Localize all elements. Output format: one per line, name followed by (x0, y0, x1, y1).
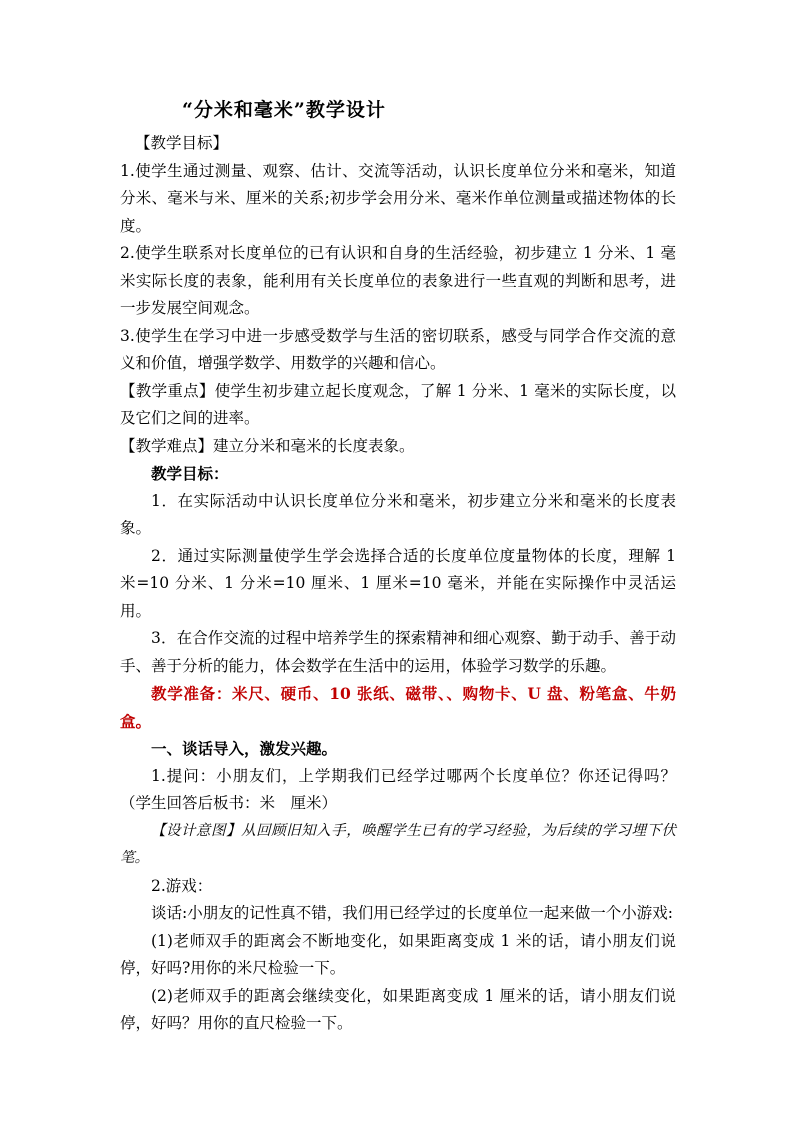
game-heading: 2.游戏： (151, 876, 213, 895)
goal-paragraph-2: 2.使学生联系对长度单位的已有认识和自身的生活经验，初步建立 1 分米、1 毫米实际长度的表象，能利用有关长度单位的表象进行一些直观的判断和思考，进一步发展空间观念。 (120, 244, 676, 317)
part1-question: 1.提问：小朋友们，上学期我们已经学过哪两个长度单位？你还记得吗？（学生回答后板书：米 厘米） (120, 766, 676, 812)
talk-paragraph: 谈话:小朋友的记性真不错，我们用已经学过的长度单位一起来做一个小游戏: (151, 904, 673, 922)
section-heading-goals: 【教学目标】 (135, 134, 229, 152)
section-heading-objectives: 教学目标： (151, 464, 229, 483)
difficult-point: 【教学难点】建立分米和毫米的长度表象。 (120, 436, 415, 455)
objective-paragraph-2: 2．通过实际测量使学生学会选择合适的长度单位度量物体的长度，理解 1 米=10 分米、1 分米=10 厘米、1 厘米=10 毫米，并能在实际操作中灵活运用。 (120, 546, 676, 620)
game-step-1: (1)老师双手的距离会不断地变化，如果距离变成 1 米的话，请小朋友们说停，好吗?用你的米尺检验一下。 (120, 931, 676, 977)
goal-paragraph-3: 3.使学生在学习中进一步感受数学与生活的密切联系，感受与同学合作交流的意义和价值，增强学数学、用数学的兴趣和信心。 (120, 326, 676, 372)
key-point: 【教学重点】使学生初步建立起长度观念，了解 1 分米、1 毫米的实际长度，以及它们之间的进率。 (120, 381, 676, 427)
objective-paragraph-1: 1．在实际活动中认识长度单位分米和毫米，初步建立分米和毫米的长度表象。 (120, 491, 676, 537)
objective-paragraph-3: 3．在合作交流的过程中培养学生的探索精神和细心观察、勤于动手、善于动手、善于分析的能力，体会数学在生活中的运用，体验学习数学的乐趣。 (120, 629, 676, 675)
document-body (120, 96, 676, 1038)
part1-heading: 一、谈话导入，激发兴趣。 (151, 739, 338, 758)
design-intent-note: 【设计意图】从回顾旧知入手，唤醒学生已有的学习经验，为后续的学习埋下伏笔。 (120, 822, 676, 866)
page-title: “分米和毫米”教学设计 (182, 99, 386, 121)
teaching-preparation: 教学准备：米尺、硬币、10 张纸、磁带、、购物卡、U 盘、粉笔盒、牛奶盒。 (120, 684, 676, 731)
game-step-2: (2)老师双手的距离会继续变化，如果距离变成 1 厘米的话，请小朋友们说停，好吗？用你的直尺检验一下。 (120, 986, 676, 1032)
goal-paragraph-1: 1.使学生通过测量、观察、估计、交流等活动，认识长度单位分米和毫米，知道分米、毫米与米、厘米的关系;初步学会用分米、毫米作单位测量或描述物体的长度。 (120, 161, 676, 235)
